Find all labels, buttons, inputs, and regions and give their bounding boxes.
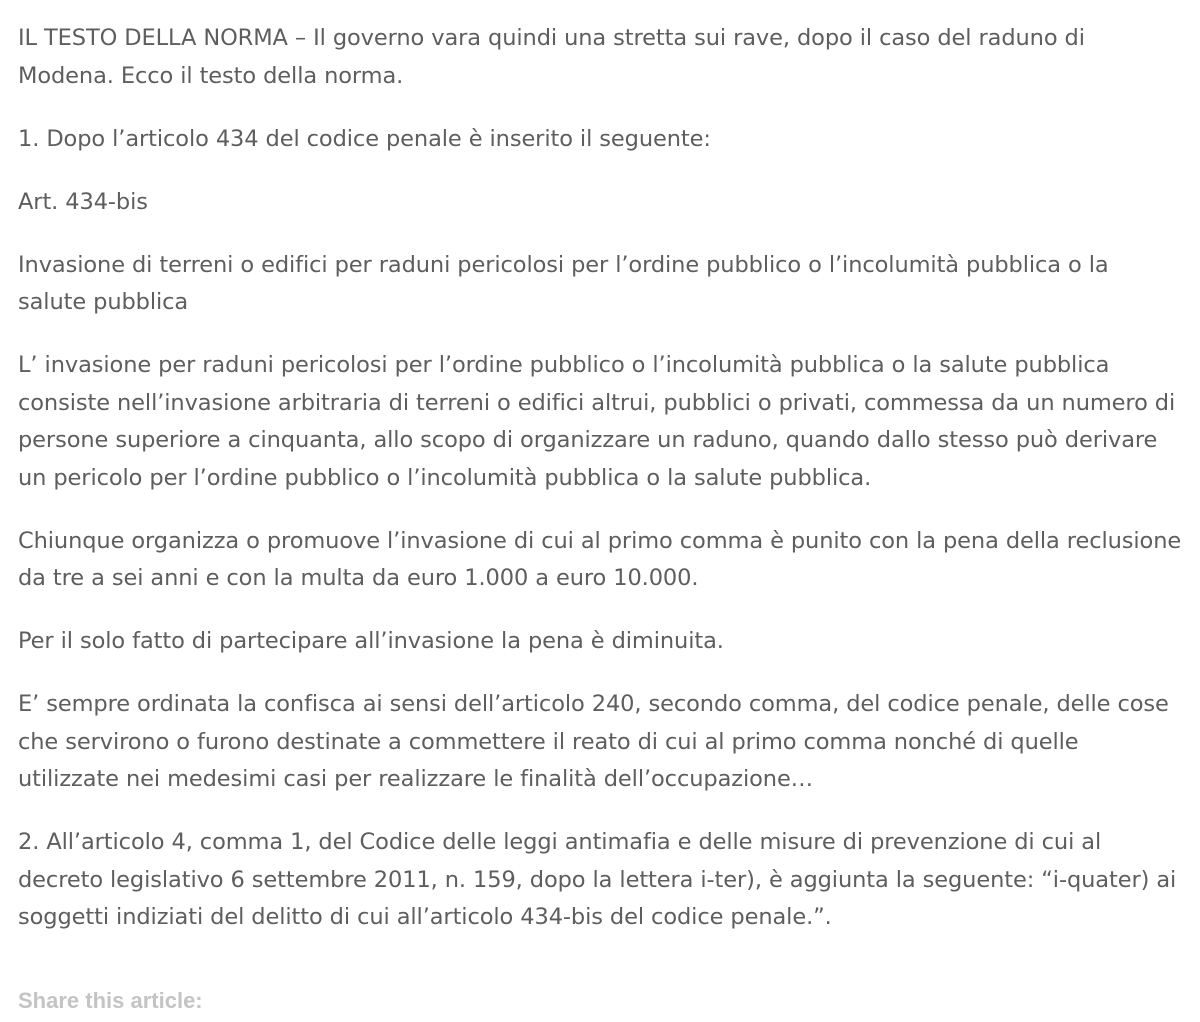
paragraph-intro: IL TESTO DELLA NORMA – Il governo vara quindi una stretta sui rave, dopo il caso del raduno di Modena. Ecco il testo della norma. [18,25,1085,89]
paragraph-art-434-bis-heading: Art. 434-bis [18,188,148,215]
paragraph-confiscation: E’ sempre ordinata la confisca ai sensi dell’articolo 240, secondo comma, del codice penale, delle cose che servirono o furono destinate a commettere il reato di cui al primo comma nonché di quelle utilizzate nei medesimi casi per realizzare le finalità dell’occupazione… [18,691,1169,792]
paragraph-participation: Per il solo fatto di partecipare all’invasione la pena è diminuita. [18,628,724,654]
paragraph-article-1: 1. Dopo l’articolo 434 del codice penale è inserito il seguente: [18,125,711,152]
share-label: Share this article: [18,988,203,1013]
paragraph-art-434-bis-title: Invasione di terreni o edifici per raduni pericolosi per l’ordine pubblico o l’incolumità pubblica o la salute pubblica [18,251,1109,315]
paragraph-definition: L’ invasione per raduni pericolosi per l’ordine pubblico o l’incolumità pubblica o la salute pubblica consiste nell’invasione arbitraria di terreni o edifici altrui, pubblici o privati, commessa da un numero di persone superiore a cinquanta, allo scopo di organizzare un raduno, quando dallo stesso può derivare un pericolo per l’ordine pubblico o l’incolumità pubblica o la salute pubblica. [18,352,1176,491]
paragraph-penalty: Chiunque organizza o promuove l’invasione di cui al primo comma è punito con la pena della reclusione da tre a sei anni e con la multa da euro 1.000 a euro 10.000. [18,527,1182,591]
article-body [18,20,1183,962]
paragraph-article-2: 2. All’articolo 4, comma 1, del Codice delle leggi antimafia e delle misure di prevenzione di cui al decreto legislativo 6 settembre 2011, n. 159, dopo la lettera i-ter), è aggiunta la seguente: “i-quater) ai soggetti indiziati del delitto di cui all’articolo 434-bis del codice penale.”. [18,829,1177,930]
